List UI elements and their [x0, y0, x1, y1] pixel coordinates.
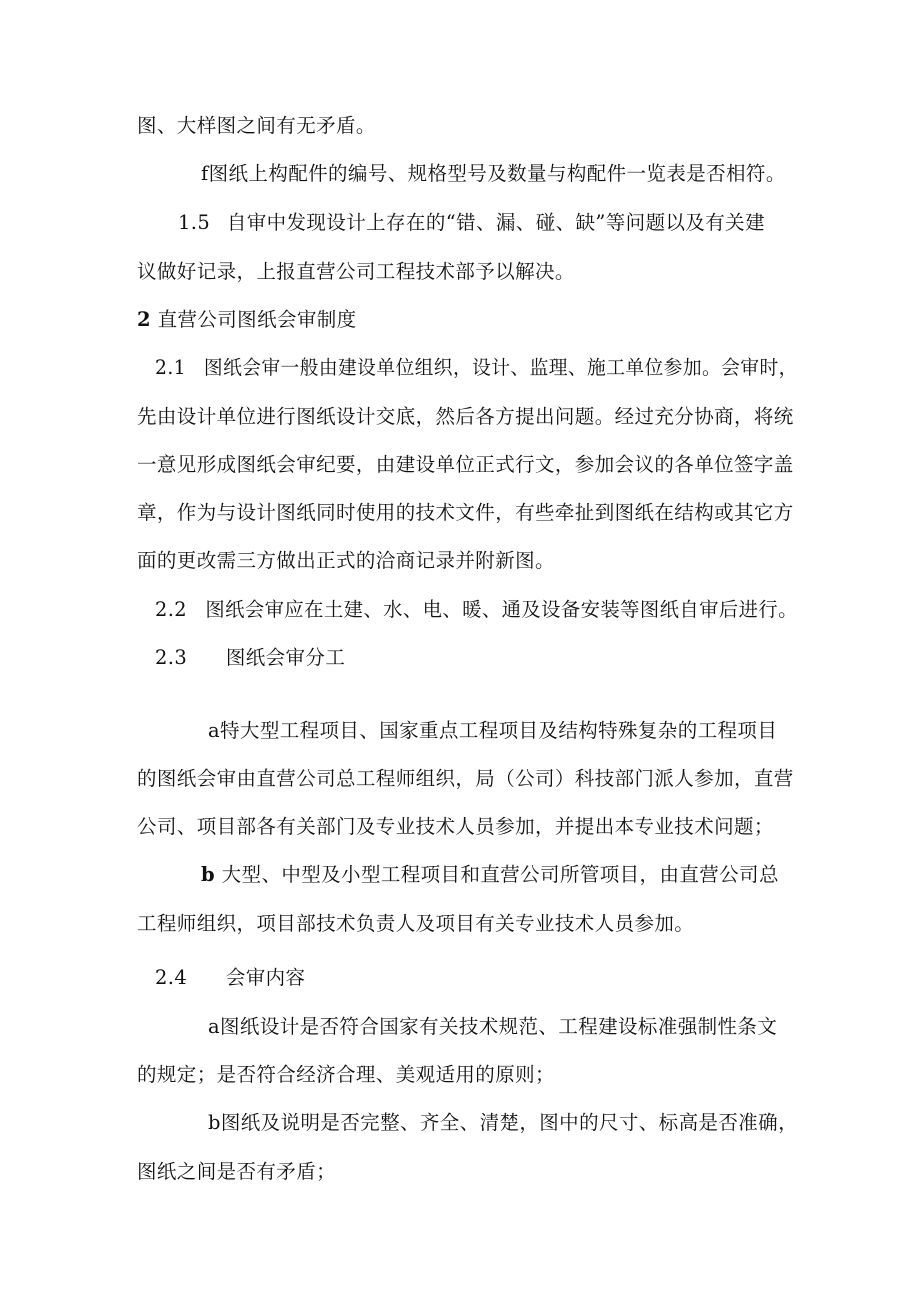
section-number: 2.2: [155, 598, 187, 621]
item-f-line: f图纸上构配件的编号、规格型号及数量与构配件一览表是否相符。: [201, 162, 786, 185]
item-2-3-a-line3: 公司、项目部各有关部门及专业技术人员参加，并提出本专业技术问题；: [137, 815, 774, 838]
section-number: 2.1: [155, 356, 187, 379]
item-2-4-a-line2: 的规定；是否符合经济合理、美观适用的原则；: [137, 1063, 555, 1086]
section-number: 1.5: [178, 211, 211, 234]
section-text: 图纸会审一般由建设单位组织，设计、监理、施工单位参加。会审时，: [203, 356, 798, 379]
heading-title: 直营公司图纸会审制度: [157, 308, 357, 331]
section-title: 图纸会审分工: [225, 646, 346, 669]
section-number: 2.3: [155, 646, 188, 669]
item-2-4-b-line2: 图纸之间是否有矛盾；: [137, 1160, 337, 1183]
heading-2: [137, 307, 357, 333]
item-2-3-a-line2: 的图纸会审由直营公司总工程师组织，局（公司）科技部门派人参加，直营: [137, 767, 794, 790]
section-2-2-line1: [155, 597, 798, 623]
item-2-3-a-line1: a特大型工程项目、国家重点工程项目及结构特殊复杂的工程项目: [208, 719, 778, 742]
section-2-3-heading: [155, 645, 345, 671]
section-number: 2.4: [155, 966, 188, 989]
section-2-4-heading: [155, 965, 305, 991]
section-text: 自审中发现设计上存在的“错、漏、碰、缺”等问题以及有关建: [226, 211, 765, 234]
section-1-5-line2: 议做好记录，上报直营公司工程技术部予以解决。: [137, 260, 575, 283]
paragraph-line: 图、大样图之间有无矛盾。: [137, 114, 376, 137]
item-letter: b: [201, 863, 216, 886]
section-2-1-line2: 先由设计单位进行图纸设计交底，然后各方提出问题。经过充分协商，将统: [137, 405, 794, 428]
section-2-1-line1: [155, 355, 798, 381]
item-2-4-b-line1: b图纸及说明是否完整、齐全、清楚，图中的尺寸、标高是否准确，: [208, 1111, 798, 1134]
section-1-5-line1: [178, 210, 765, 236]
item-text: 大型、中型及小型工程项目和直营公司所管项目，由直营公司总: [221, 863, 779, 886]
section-2-1-line4: 章，作为与设计图纸同时使用的技术文件，有些牵扯到图纸在结构或其它方: [137, 501, 794, 524]
section-title: 会审内容: [225, 966, 306, 989]
heading-number: 2: [137, 308, 151, 331]
section-text: 图纸会审应在土建、水、电、暖、通及设备安装等图纸自审后进行。: [205, 598, 798, 621]
item-2-3-b-line2: 工程师组织，项目部技术负责人及项目有关专业技术人员参加。: [137, 912, 695, 935]
item-2-4-a-line1: a图纸设计是否符合国家有关技术规范、工程建设标准强制性条文: [208, 1015, 778, 1038]
section-2-1-line3: 一意见形成图纸会审纪要，由建设单位正式行文，参加会议的各单位签字盖: [137, 453, 794, 476]
item-2-3-b-line1: [201, 862, 779, 888]
section-2-1-line5: 面的更改需三方做出正式的洽商记录并附新图。: [137, 549, 555, 572]
